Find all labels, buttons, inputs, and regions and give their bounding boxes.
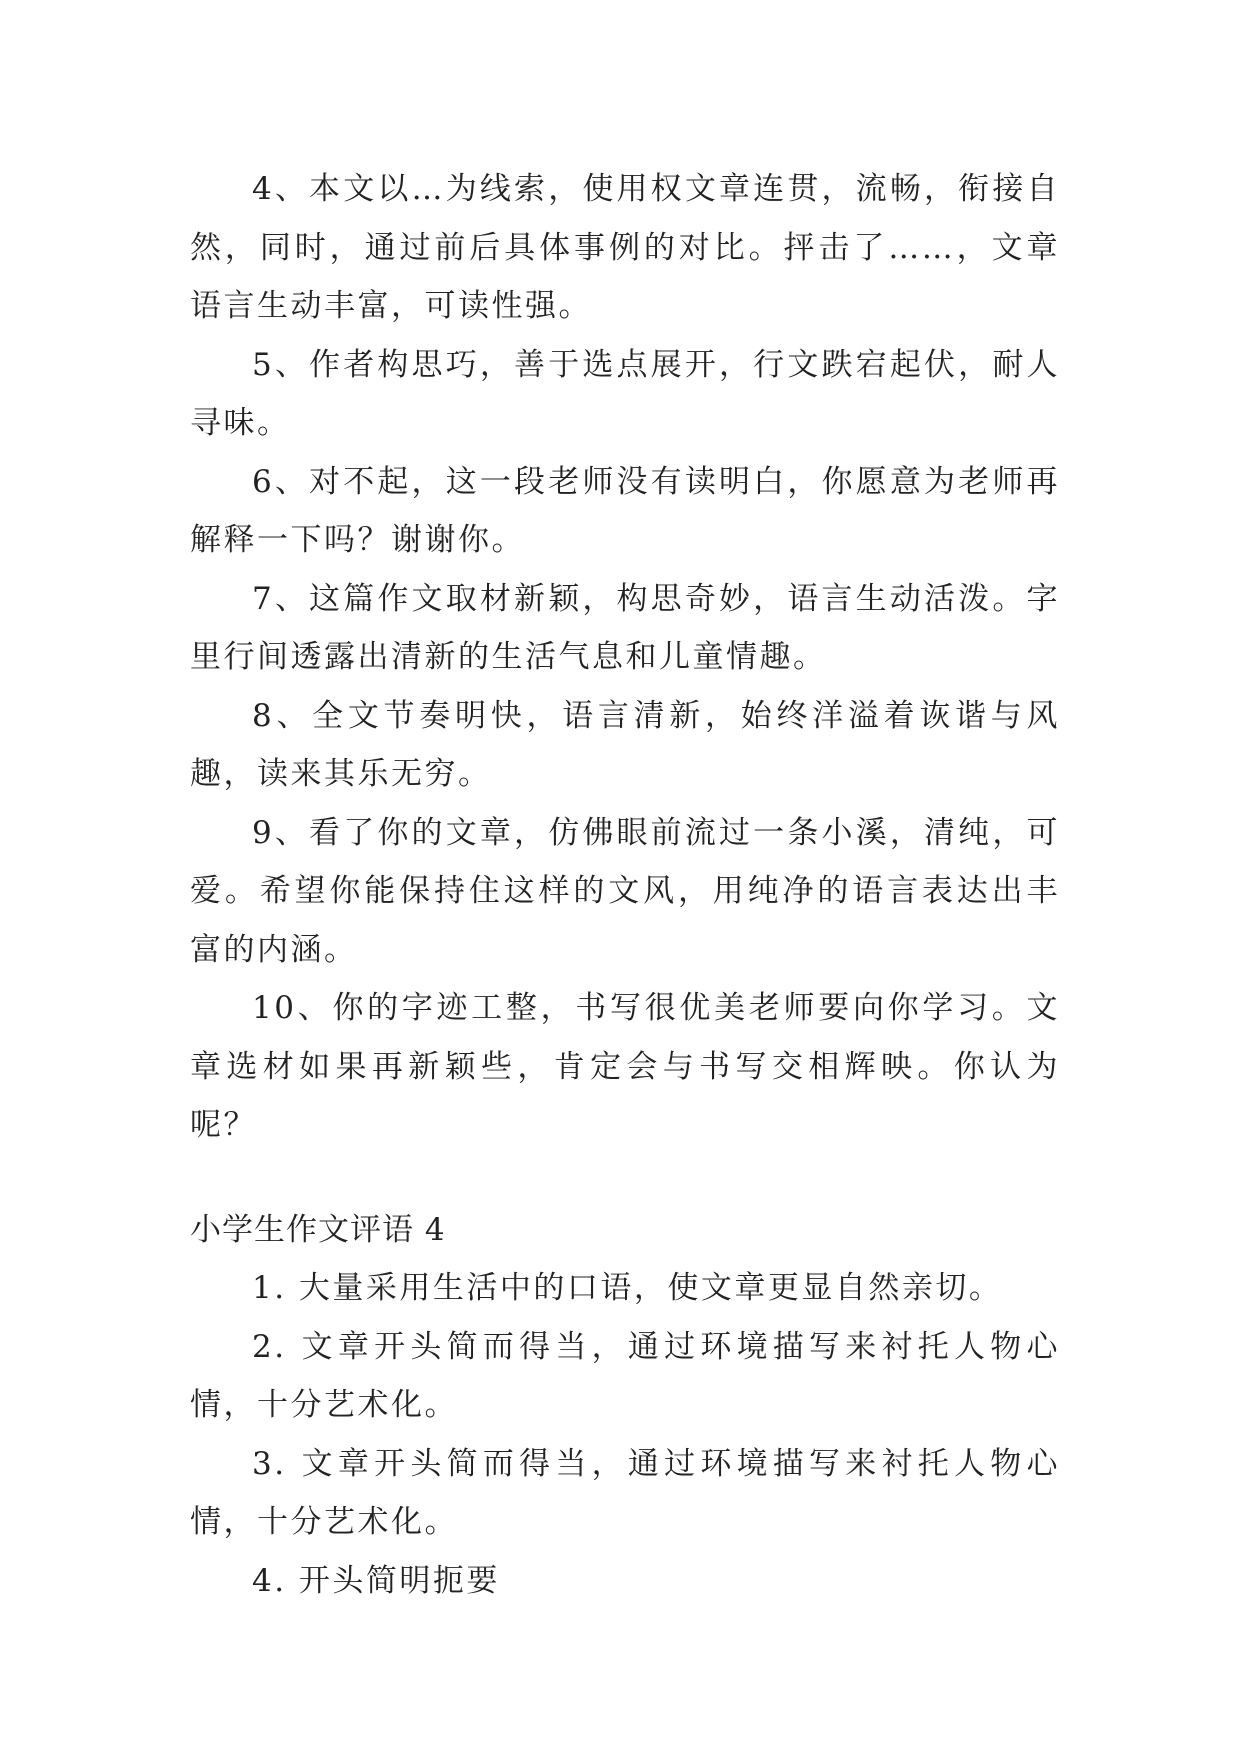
comment-paragraph: 6、对不起，这一段老师没有读明白，你愿意为老师再解释一下吗？谢谢你。 [190, 463, 1060, 558]
comment-paragraph: 7、这篇作文取材新颖，构思奇妙，语言生动活泼。字里行间透露出清新的生活气息和儿童情趣。 [190, 580, 1060, 675]
comment-paragraph: 10、你的字迹工整，书写很优美老师要向你学习。文章选材如果再新颖些，肯定会与书写交相辉映。你认为呢？ [190, 990, 1060, 1143]
comment-paragraph: 2. 文章开头简而得当，通过环境描写来衬托人物心情，十分艺术化。 [190, 1328, 1060, 1423]
section-heading: 小学生作文评语 4 [190, 1211, 446, 1248]
comment-paragraph: 1. 大量采用生活中的口语，使文章更显自然亲切。 [252, 1270, 1003, 1306]
comment-paragraph: 3. 文章开头简而得当，通过环境描写来衬托人物心情，十分艺术化。 [190, 1445, 1060, 1540]
comment-paragraph: 8、全文节奏明快，语言清新，始终洋溢着诙谐与风趣，读来其乐无穷。 [190, 697, 1060, 792]
comment-paragraph: 9、看了你的文章，仿佛眼前流过一条小溪，清纯，可爱。希望你能保持住这样的文风，用纯净的语言表达出丰富的内涵。 [190, 814, 1060, 968]
document-body [190, 160, 1060, 1610]
comment-paragraph: 4. 开头简明扼要 [252, 1562, 500, 1599]
comment-paragraph: 5、作者构思巧，善于选点展开，行文跌宕起伏，耐人寻味。 [190, 346, 1060, 441]
comment-paragraph: 4、本文以…为线索，使用权文章连贯，流畅，衔接自然，同时，通过前后具体事例的对比。抨击了……，文章语言生动丰富，可读性强。 [190, 171, 1060, 324]
